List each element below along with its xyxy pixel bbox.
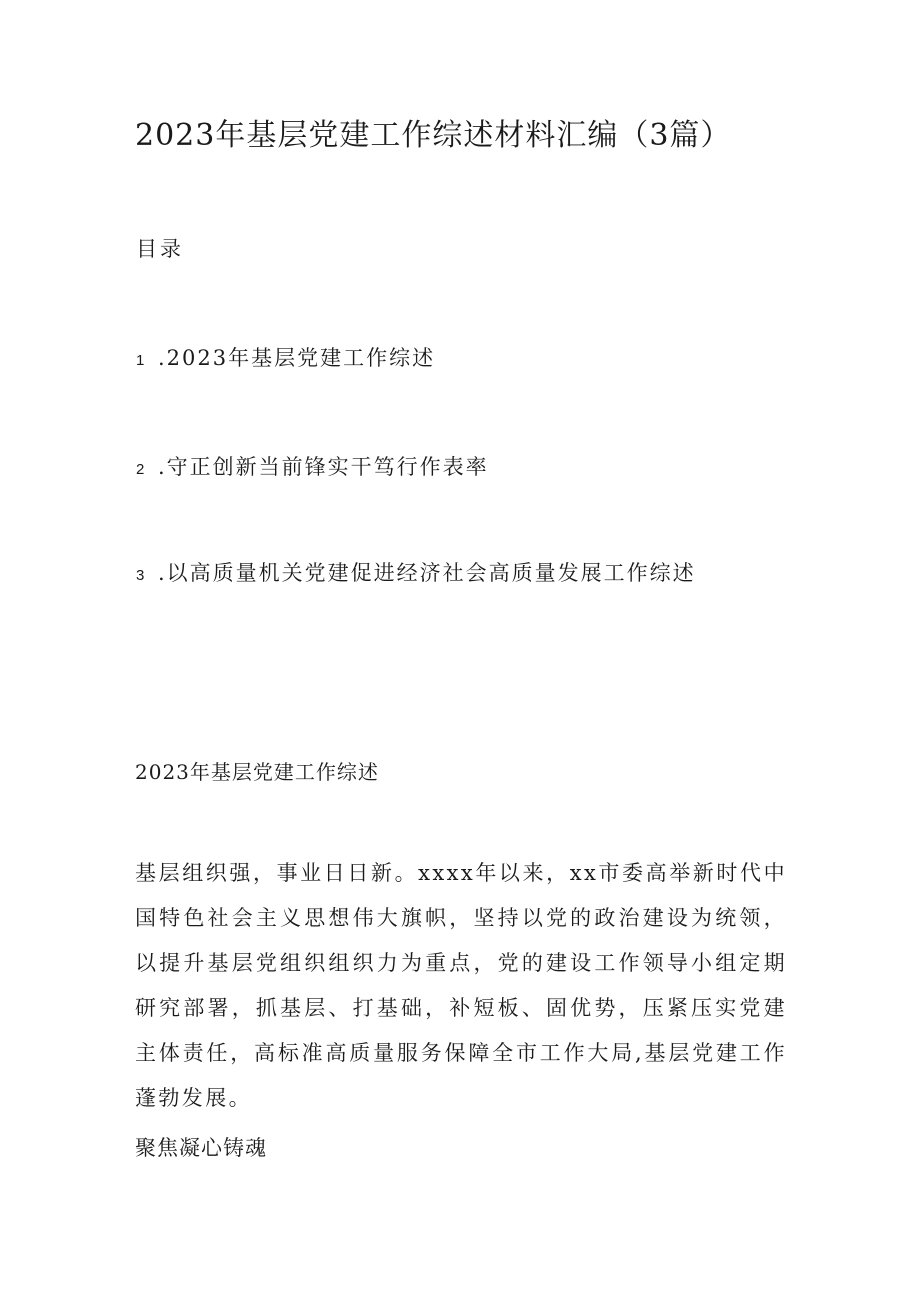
toc-item-text: .2023年基层党建工作综述 — [158, 346, 436, 370]
document-title: 2023年基层党建工作综述材料汇编（3篇） — [135, 118, 732, 153]
toc-item-number: 2 — [136, 461, 145, 478]
toc-heading: 目录 — [136, 237, 184, 261]
section-heading: 2023年基层党建工作综述 — [135, 760, 379, 784]
toc-item-number: 1 — [136, 352, 145, 369]
toc-item-text: .守正创新当前锋实干笃行作表率 — [158, 455, 489, 479]
toc-item-3 — [136, 556, 696, 593]
toc-item-text: .以高质量机关党建促进经济社会高质量发展工作综述 — [158, 561, 696, 585]
body-paragraph: 基层组织强，事业日日新。xxxx年以来，xx市委高举新时代中国特色社会主义思想伟大旗帜，坚持以党的政治建设为统领，以提升基层党组织组织力为重点，党的建设工作领导小组定期研究部署，抓基层、打基础，补短板、固优势，压紧压实党建主体责任，高标准高质量服务保障全市工作大局,基层党建工作蓬勃发展。 — [135, 861, 787, 1110]
subsection-heading: 聚焦凝心铸魂 — [135, 1136, 267, 1160]
toc-item-1 — [136, 341, 435, 378]
toc-item-number: 3 — [136, 567, 145, 584]
toc-item-2 — [136, 450, 489, 487]
